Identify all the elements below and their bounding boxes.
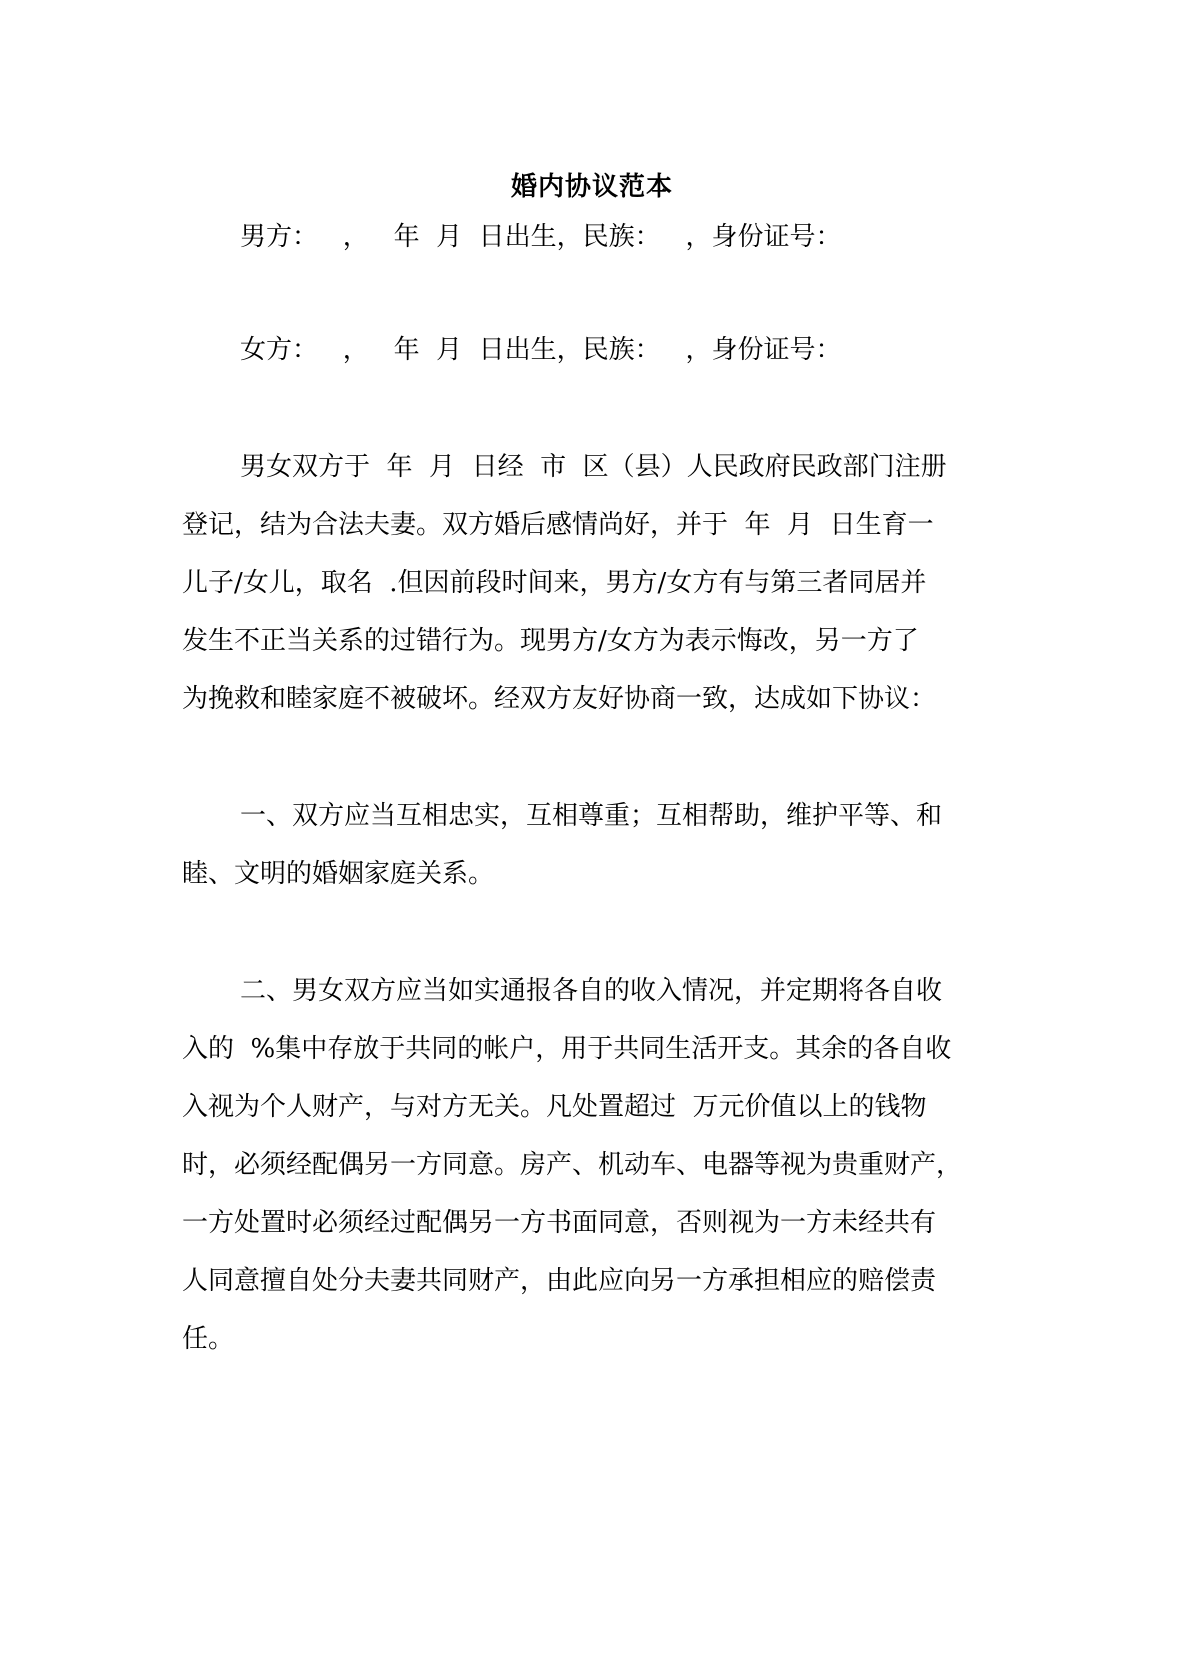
female-party-line: 女方： ， 年 月 日出生，民族： ，身份证号：	[240, 335, 842, 365]
clause-1-line: 睦、文明的婚姻家庭关系。	[182, 859, 495, 889]
intro-paragraph-line: 登记，结为合法夫妻。双方婚后感情尚好，并于 年 月 日生育一	[182, 510, 934, 540]
clause-2-line: 二、男女双方应当如实通报各自的收入情况，并定期将各自收	[240, 976, 943, 1006]
clause-2-line: 任。	[182, 1324, 235, 1354]
intro-paragraph-line: 男女双方于 年 月 日经 市 区（县）人民政府民政部门注册	[240, 452, 947, 482]
intro-paragraph-line: 发生不正当关系的过错行为。现男方/女方为表示悔改，另一方了	[182, 626, 919, 656]
intro-paragraph-line: 为挽救和睦家庭不被破坏。经双方友好协商一致，达成如下协议：	[182, 684, 937, 714]
clause-1-line: 一、双方应当互相忠实，互相尊重；互相帮助，维护平等、和	[240, 801, 943, 831]
clause-2-line: 入的 %集中存放于共同的帐户，用于共同生活开支。其余的各自收	[182, 1034, 952, 1064]
clause-2-line: 入视为个人财产，与对方无关。凡处置超过 万元价值以上的钱物	[182, 1092, 927, 1122]
clause-2-line: 时，必须经配偶另一方同意。房产、机动车、电器等视为贵重财产，	[182, 1150, 963, 1180]
clause-2-line: 一方处置时必须经过配偶另一方书面同意，否则视为一方未经共有	[182, 1208, 937, 1238]
intro-paragraph-line: 儿子/女儿，取名 .但因前段时间来，男方/女方有与第三者同居并	[182, 568, 927, 598]
male-party-line: 男方： ， 年 月 日出生，民族： ，身份证号：	[240, 222, 842, 252]
clause-2-line: 人同意擅自处分夫妻共同财产，由此应向另一方承担相应的赔偿责	[182, 1266, 937, 1296]
document-title: 婚内协议范本	[510, 172, 673, 202]
